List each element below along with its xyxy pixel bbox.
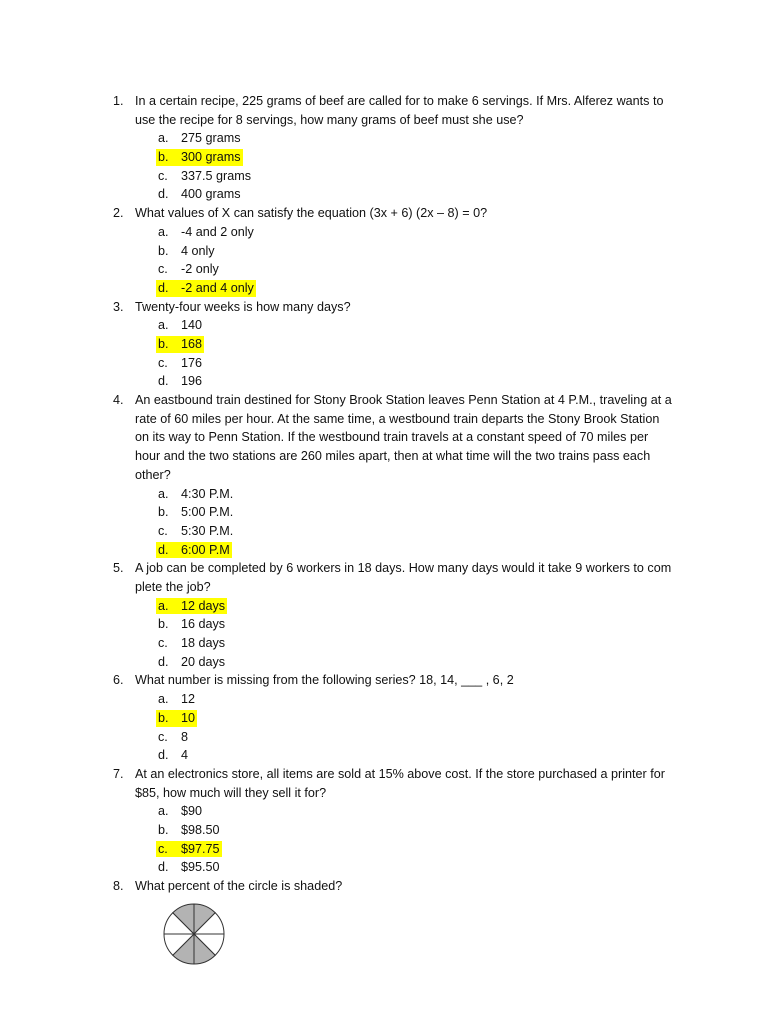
option-letter: a.	[158, 692, 169, 707]
answer-option	[0, 858, 768, 877]
question-body: What percent of the circle is shaded?	[135, 879, 343, 894]
option-text: $97.75	[181, 841, 220, 856]
question-6	[0, 671, 768, 764]
option-text: 4	[181, 748, 189, 763]
option-letter: d.	[158, 187, 169, 202]
question-body: At an electronics store, all items are sold at 15% above cost. If the store purchased a printer for $85, how much will they sell it for?	[135, 766, 665, 800]
option-letter: b.	[158, 617, 169, 632]
answer-option	[0, 821, 768, 840]
question-number: 3.	[113, 299, 124, 314]
option-text: 12 days	[181, 598, 226, 613]
answer-option	[0, 615, 768, 634]
option-text: 4:30 P.M.	[181, 486, 234, 501]
option-letter: b.	[158, 337, 169, 351]
answer-option	[0, 129, 768, 148]
option-letter: d.	[158, 280, 169, 295]
question-5	[0, 559, 768, 671]
question-body: An eastbound train destined for Stony Brook Station leaves Penn Station at 4 P.M., traveling at a rate of 60 miles per hour. At the same time, a westbound train departs the Stony Brook Station on its way to Penn Station. If the westbound train travels at a constant speed of 70 miles per hour and the two stations are 260 miles apart, then at what time will the two trains pass each other?	[135, 393, 672, 482]
option-letter: c.	[158, 841, 168, 856]
question-3	[0, 298, 768, 391]
question-text	[0, 204, 768, 223]
answer-option	[0, 709, 768, 728]
option-text: 168	[181, 337, 203, 351]
option-text: 20 days	[181, 654, 226, 669]
option-text: -2 and 4 only	[181, 280, 254, 295]
question-8	[0, 877, 768, 972]
option-letter: b.	[158, 710, 169, 725]
option-letter: b.	[158, 150, 169, 165]
option-letter: b.	[158, 823, 169, 838]
option-text: 300 grams	[181, 150, 241, 165]
option-text: 196	[181, 374, 203, 389]
answer-option	[0, 746, 768, 765]
answer-option	[0, 634, 768, 653]
question-7	[0, 765, 768, 877]
answer-option	[0, 372, 768, 391]
question-list	[0, 92, 768, 972]
question-number: 8.	[113, 879, 124, 894]
question-number: 4.	[113, 393, 124, 408]
option-text: 176	[181, 355, 203, 370]
option-letter: c.	[158, 168, 168, 183]
answer-option	[0, 223, 768, 242]
answer-option	[0, 167, 768, 186]
answer-option	[0, 260, 768, 279]
option-letter: a.	[158, 131, 169, 146]
question-number: 5.	[113, 561, 124, 576]
answer-option	[0, 597, 768, 616]
option-letter: d.	[158, 748, 169, 763]
question-text	[0, 391, 768, 485]
option-text: $95.50	[181, 860, 220, 875]
option-text: 18 days	[181, 636, 226, 651]
option-letter: c.	[158, 523, 168, 538]
option-letter: d.	[158, 654, 169, 669]
answer-option	[0, 522, 768, 541]
question-number: 7.	[113, 766, 124, 781]
option-text: 337.5 grams	[181, 168, 252, 183]
answer-option	[0, 802, 768, 821]
option-text: 6:00 P.M	[181, 542, 230, 557]
question-body: Twenty-four weeks is how many days?	[135, 299, 351, 314]
option-text: 5:30 P.M.	[181, 523, 234, 538]
answer-option	[0, 728, 768, 747]
question-number: 1.	[113, 94, 124, 108]
question-text	[0, 298, 768, 317]
answer-option	[0, 335, 768, 354]
answer-option	[0, 316, 768, 335]
option-text: 8	[181, 729, 189, 744]
option-letter: a.	[158, 598, 169, 613]
option-text: 5:00 P.M.	[181, 505, 234, 520]
answer-option	[0, 653, 768, 672]
option-text: 10	[181, 710, 196, 725]
question-text	[0, 671, 768, 690]
answer-option	[0, 541, 768, 560]
question-1	[0, 92, 768, 204]
question-text	[0, 765, 768, 802]
question-body: A job can be completed by 6 workers in 18 days. How many days would it take 9 workers to com plete the job?	[135, 561, 672, 595]
question-text	[0, 92, 768, 129]
question-body: What number is missing from the following series? 18, 14, ___ , 6, 2	[135, 673, 514, 688]
option-text: 4 only	[181, 243, 215, 258]
option-text: $90	[181, 804, 203, 819]
circle-figure	[162, 900, 226, 972]
answer-option	[0, 840, 768, 859]
option-letter: d.	[158, 374, 169, 389]
option-text: 400 grams	[181, 187, 241, 202]
question-text	[0, 877, 768, 896]
question-4	[0, 391, 768, 559]
option-letter: a.	[158, 486, 169, 501]
option-letter: c.	[158, 729, 168, 744]
answer-option	[0, 485, 768, 504]
option-letter: d.	[158, 542, 169, 557]
option-letter: a.	[158, 804, 169, 819]
option-letter: a.	[158, 318, 169, 333]
question-number: 2.	[113, 206, 124, 221]
option-text: 275 grams	[181, 131, 241, 146]
option-text: $98.50	[181, 823, 220, 838]
option-text: -2 only	[181, 262, 219, 277]
option-letter: c.	[158, 636, 168, 651]
option-letter: d.	[158, 860, 169, 875]
answer-option	[0, 503, 768, 522]
option-letter: c.	[158, 355, 168, 370]
answer-option	[0, 690, 768, 709]
answer-option	[0, 185, 768, 204]
option-letter: c.	[158, 262, 168, 277]
option-letter: b.	[158, 505, 169, 520]
question-body: In a certain recipe, 225 grams of beef are called for to make 6 servings. If Mrs. Alferez wants to use the recipe for 8 servings, how many grams of beef must she use?	[135, 94, 664, 127]
answer-option	[0, 279, 768, 298]
question-text	[0, 559, 768, 596]
answer-option	[0, 242, 768, 261]
answer-option	[0, 148, 768, 167]
option-text: 140	[181, 318, 203, 333]
option-letter: a.	[158, 224, 169, 239]
option-text: 12	[181, 692, 196, 707]
option-text: 16 days	[181, 617, 226, 632]
option-letter: b.	[158, 243, 169, 258]
option-text: -4 and 2 only	[181, 224, 254, 239]
answer-option	[0, 354, 768, 373]
question-number: 6.	[113, 673, 124, 688]
question-2	[0, 204, 768, 297]
question-body: What values of X can satisfy the equation (3x + 6) (2x – 8) = 0?	[135, 206, 488, 221]
